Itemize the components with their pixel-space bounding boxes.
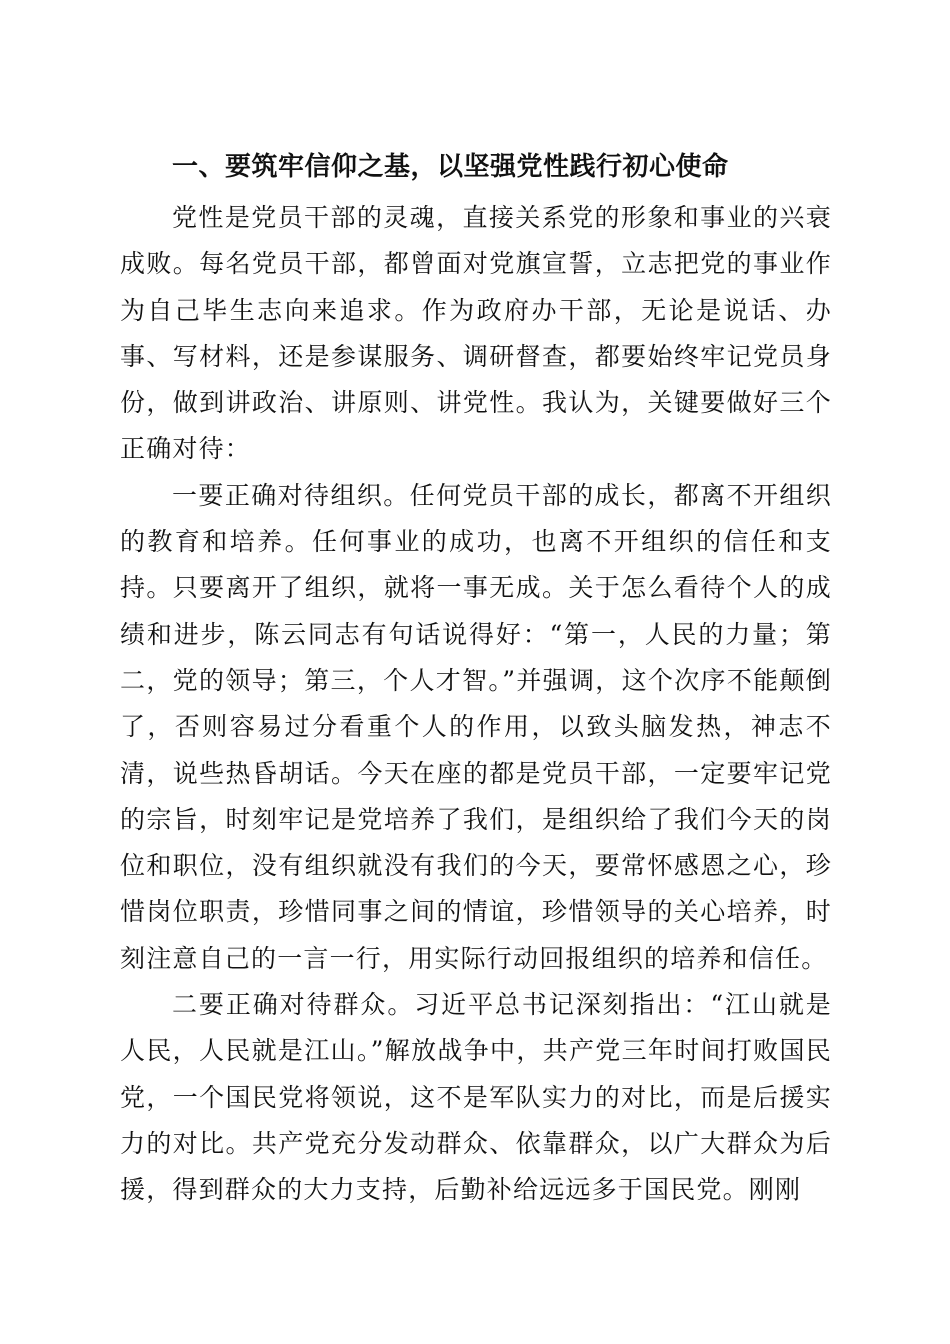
document-body	[120, 145, 832, 1214]
paragraph-party-spirit: 党性是党员干部的灵魂，直接关系党的形象和事业的兴衰成败。每名党员干部，都曾面对党旗宣誓，立志把党的事业作为自己毕生志向来追求。作为政府办干部，无论是说话、办事、写材料，还是参谋服务、调研督查，都要始终牢记党员身份，做到讲政治、讲原则、讲党性。我认为，关键要做好三个正确对待：	[120, 203, 832, 464]
section-heading: 一、要筑牢信仰之基，以坚强党性践行初心使命	[172, 152, 729, 182]
paragraph-treat-masses: 二要正确对待群众。习近平总书记深刻指出：“江山就是人民，人民就是江山。”解放战争中，共产党三年时间打败国民党，一个国民党将领说，这不是军队实力的对比，而是后援实力的对比。共产党充分发动群众、依靠群众，以广大群众为后援，得到群众的大力支持，后勤补给远远多于国民党。刚刚	[120, 990, 832, 1205]
paragraph-treat-organization: 一要正确对待组织。任何党员干部的成长，都离不开组织的教育和培养。任何事业的成功，也离不开组织的信任和支持。只要离开了组织，就将一事无成。关于怎么看待个人的成绩和进步，陈云同志有句话说得好：“第一，人民的力量；第二，党的领导；第三，个人才智。”并强调，这个次序不能颠倒了，否则容易过分看重个人的作用，以致头脑发热，神志不清，说些热昏胡话。今天在座的都是党员干部，一定要牢记党的宗旨，时刻牢记是党培养了我们，是组织给了我们今天的岗位和职位，没有组织就没有我们的今天，要常怀感恩之心，珍惜岗位职责，珍惜同事之间的情谊，珍惜领导的关心培养，时刻注意自己的一言一行，用实际行动回报组织的培养和信任。	[120, 480, 832, 973]
